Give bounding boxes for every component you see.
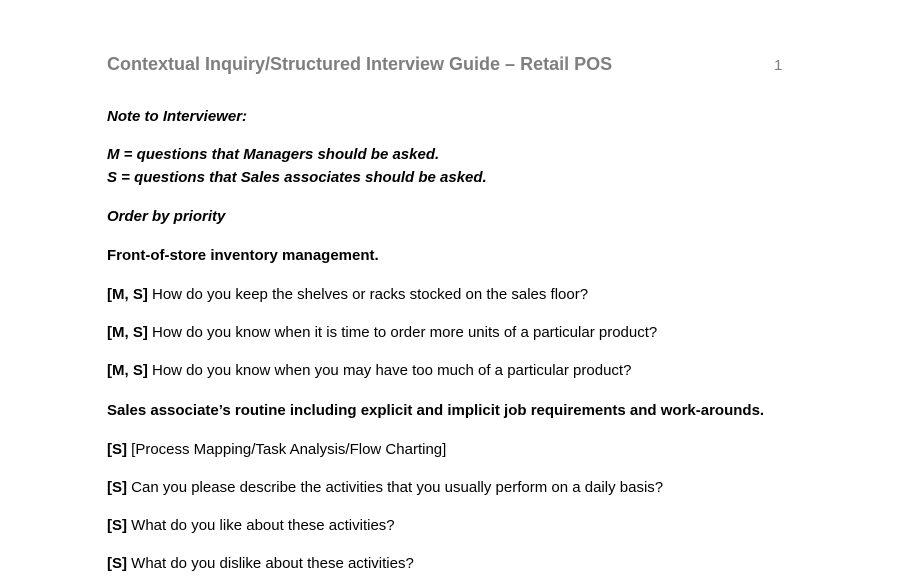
question-text: How do you know when you may have too much of a particular product? — [147, 362, 632, 379]
question-item — [107, 516, 395, 536]
question-text: Can you please describe the activities that you usually perform on a daily basis? — [127, 479, 664, 496]
question-tag: [S] — [107, 441, 127, 458]
question-tag: [S] — [107, 517, 127, 534]
question-text: How do you keep the shelves or racks stocked on the sales floor? — [147, 286, 589, 303]
question-tag: [S] — [107, 479, 127, 496]
question-tag: [S] — [107, 555, 127, 572]
question-text: How do you know when it is time to order more units of a particular product? — [147, 324, 658, 341]
page-number: 1 — [774, 57, 783, 74]
section-heading-routine: Sales associate’s routine including explicit and implicit job requirements and work-arounds. — [107, 402, 765, 419]
section-heading-inventory: Front-of-store inventory management. — [107, 247, 379, 264]
note-heading: Note to Interviewer: — [107, 108, 248, 125]
question-item — [107, 478, 663, 498]
question-tag: [M, S] — [107, 324, 148, 341]
question-item — [107, 440, 446, 460]
legend-managers: M = questions that Managers should be asked. — [107, 146, 440, 163]
question-tag: [M, S] — [107, 286, 148, 303]
order-note: Order by priority — [107, 208, 226, 225]
question-item — [107, 285, 588, 305]
question-text: What do you dislike about these activities? — [127, 555, 414, 572]
question-item — [107, 361, 631, 381]
document-title: Contextual Inquiry/Structured Interview Guide – Retail POS — [107, 54, 613, 74]
question-item — [107, 554, 414, 574]
question-tag: [M, S] — [107, 362, 148, 379]
question-item — [107, 323, 657, 343]
legend-sales-associates: S = questions that Sales associates should be asked. — [107, 169, 487, 186]
question-text: [Process Mapping/Task Analysis/Flow Charting] — [127, 441, 447, 458]
question-text: What do you like about these activities? — [127, 517, 395, 534]
